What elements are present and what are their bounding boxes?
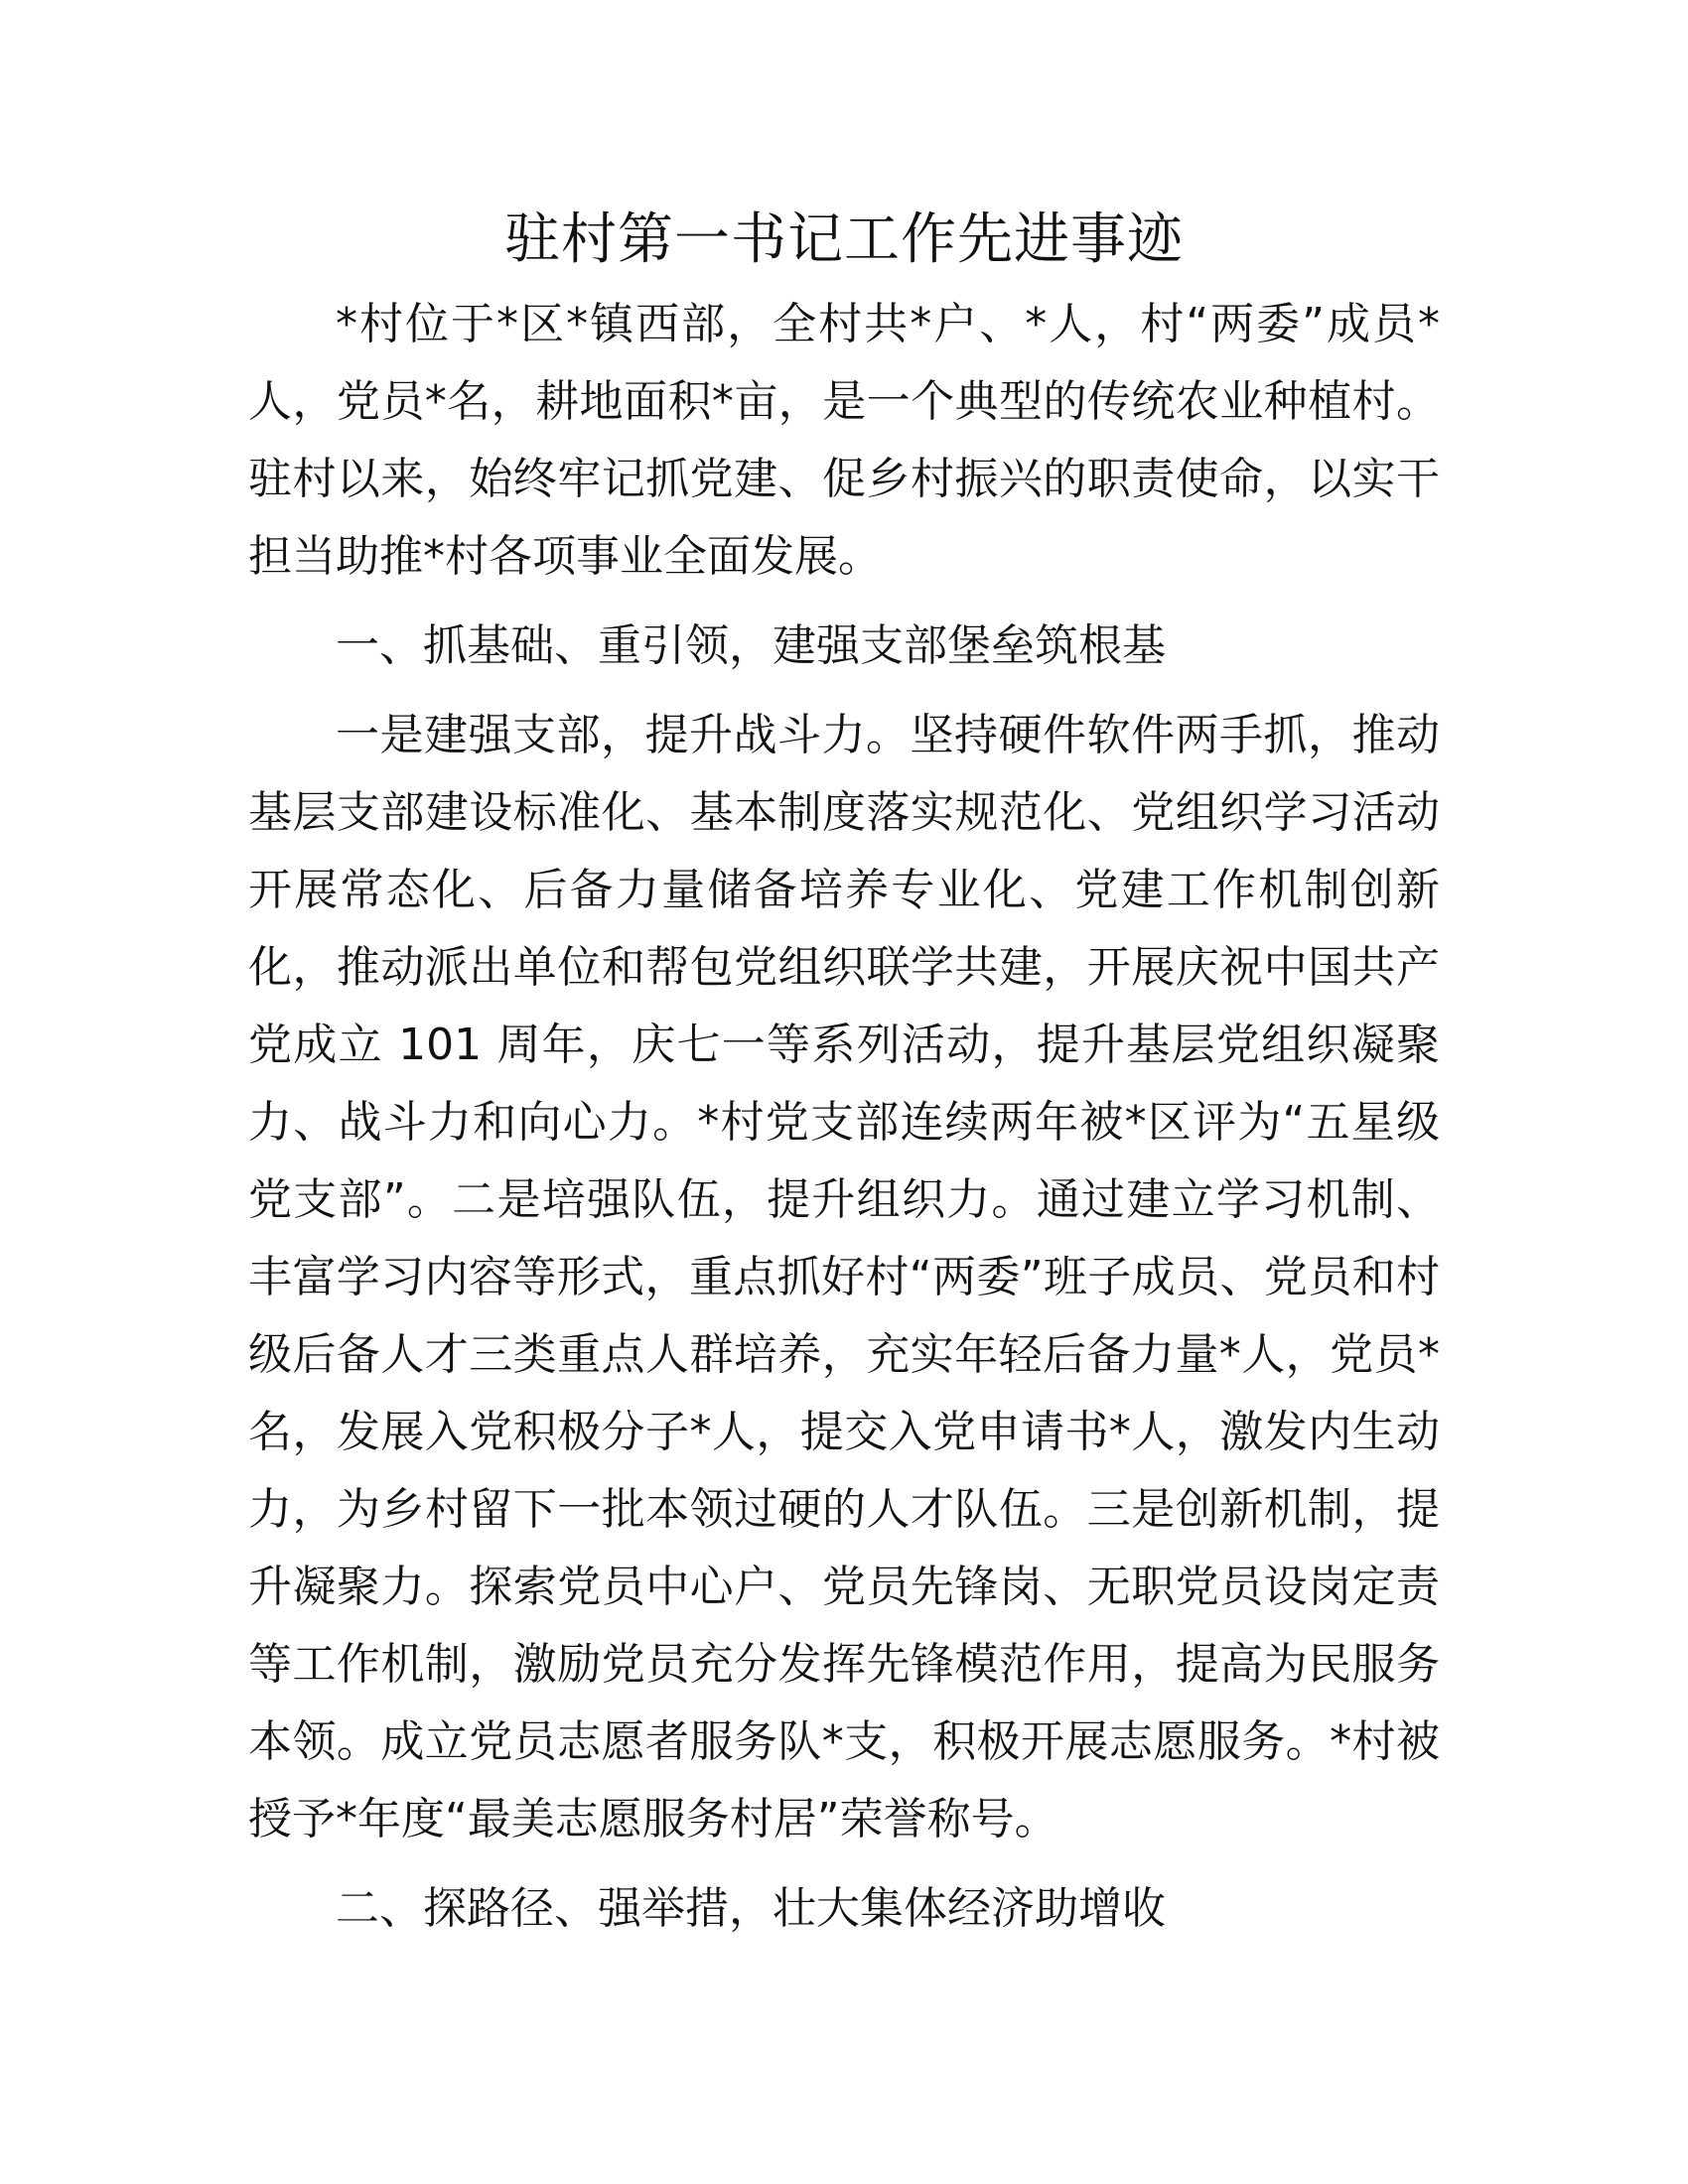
document-title: 驻村第一书记工作先进事迹 <box>504 207 1184 272</box>
section-heading-2: 二、探路径、强举措，壮大集体经济助增收 <box>336 1883 1166 1934</box>
body-paragraph: 一是建强支部，提升战斗力。坚持硬件软件两手抓，推动基层支部建设标准化、基本制度落实规范化、党组织学习活动开展常态化、后备力量储备培养专业化、党建工作机制创新化，推动派出单位和帮包党组织联学共建，开展庆祝中国共产党成立 101 周年，庆七一等系列活动，提升基层党组织凝聚力、战斗力和向心力。*村党支部连续两年被*区评为“五星级党支部”。二是培强队伍，提升组织力。通过建立学习机制、丰富学习内容等形式，重点抓好村“两委”班子成员、党员和村级后备人才三类重点人群培养，充实年轻后备力量*人，党员*名，发展入党积极分子*人，提交入党申请书*人，激发内生动力，为乡村留下一批本领过硬的人才队伍。三是创新机制，提升凝聚力。探索党员中心户、党员先锋岗、无职党员设岗定责等工作机制，激励党员充分发挥先锋模范作用，提高为民服务本领。成立党员志愿者服务队*支，积极开展志愿服务。*村被授予*年度“最美志愿服务村居”荣誉称号。 <box>248 710 1440 1844</box>
document-page <box>248 199 1440 1948</box>
section-heading-1: 一、抓基础、重引领，建强支部堡垒筑根基 <box>336 620 1166 671</box>
intro-paragraph: *村位于*区*镇西部，全村共*户、*人，村“两委”成员*人，党员*名，耕地面积*亩，是一个典型的传统农业种植村。驻村以来，始终牢记抓党建、促乡村振兴的职责使命，以实干担当助推*村各项事业全面发展。 <box>248 299 1440 582</box>
